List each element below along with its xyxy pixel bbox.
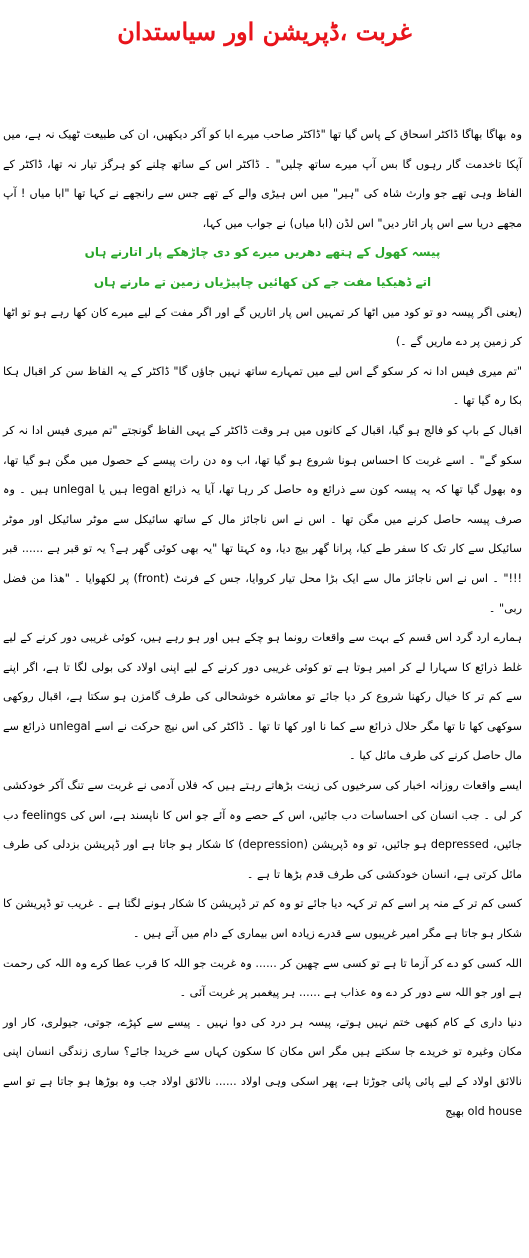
- paragraph-5: ہمارے ارد گرد اس قسم کے بہت سے واقعات رونما ہو چکے ہیں اور ہو رہے ہیں، کوئی غریبی دور کرنے کے لیے غلط ذرائع کا سہارا لے کر امیر ہوتا ہے تو کوئی غریبی دور کرنے کے لیے اپنی اولاد کی بولی لگا تا ہے، اگر اپنے سے کم تر کا خیال رکھنا شروع کر دیا جائے تو معاشرہ خوشحالی کی طرف گامزن ہو سکتا ہے، اقبال روکھی سوکھی کھا تا تھا مگر حلال ذرائع سے کما نا اور کھا تا تھا ۔ ڈاکٹر کی اس نیچ حرکت نے اسے unlegal ذرائع سے مال حاصل کرنے کی طرف مائل کیا ۔: [3, 631, 523, 763]
- paragraph-2: (یعنی اگر پیسہ دو تو کود میں اٹھا کر تمہیں اس پار اتاریں گے اور اگر مفت کے لیے میرے کان کھا رہے ہو تو اٹھا کر زمین پر دے ماریں گے ۔): [3, 305, 522, 349]
- verse-line-1: پیسہ کھول کے ہتھے دھریں میرے کو دی چاڑھکے پار اتارنے ہاں: [84, 245, 441, 260]
- paragraph-9: دنیا داری کے کام کبھی ختم نہیں ہوتے، پیسہ ہر درد کی دوا نہیں ۔ پیسے سے کپڑے، جوتی، جیولری، کار اور مکان وغیرہ تو خریدے جا سکتے ہیں مگر اس مکان کا سکون کہاں سے خریدا جائے؟ ساری زندگی انسان اپنی نالائق اولاد کے لیے پائی پائی جوڑتا ہے، پھر اسکی وہی اولاد ...... نالائق اولاد جب وہ بوڑھا ہو جاتا ہے تو اسے old house بھیج: [3, 1015, 522, 1118]
- verse-line-2: اتے ڈھیکیا مفت جے کن کھائیں چاپیڑیاں زمین تے مارنے ہاں: [93, 274, 432, 289]
- paragraph-7: کسی کم تر کے منہ پر اسے کم تر کہہ دیا جائے تو وہ کم تر ڈپریشن کا شکار ہونے لگتا ہے ۔ غریب تو ڈپریشن کا شکار ہو جاتا ہے مگر امیر غریبوں سے قدرے زیادہ اس بیماری کے دام میں آتے ہیں ۔: [3, 897, 522, 941]
- paragraph-3: "تم میری فیس ادا نہ کر سکو گے اس لیے میں تمہارے ساتھ نہیں جاؤں گا" ڈاکٹر کے یہ الفاظ سن کر اقبال ہکا بکا رہ گیا تھا ۔: [3, 364, 522, 408]
- paragraph-6: ایسے واقعات روزانہ اخبار کی سرخیوں کی زینت بڑھاتے رہتے ہیں کہ فلاں آدمی نے غربت سے تنگ آکر خودکشی کر لی ۔ جب انسان کی احساسات دب جائیں، اس کے حصے وہ آئے جو اس کا ناپسند ہے، اس کی feelings دب جائیں، depressed ہو جائیں، تو وہ ڈپریشن (depression) کا شکار ہو جاتا ہے اور ڈپریشن بزدلی کی طرف مائل کرتی ہے، انسان خودکشی کی طرف قدم بڑھا تا ہے ۔: [3, 779, 522, 881]
- article-title: غربت ،ڈپریشن اور سیاستدان: [117, 17, 412, 46]
- paragraph-8: اللہ کسی کو دے کر آزما تا ہے تو کسی سے چھین کر ...... وہ غربت جو اللہ کا قرب عطا کرے وہ اللہ کی رحمت ہے اور جو اللہ سے دور کر دے وہ عذاب ہے ...... ہر پیغمبر پر غربت آئی ۔: [3, 956, 522, 1000]
- paragraph-4: اقبال کے باپ کو فالج ہو گیا، اقبال کے کانوں میں ہر وقت ڈاکٹر کے یہی الفاظ گونجتے "تم میری فیس ادا نہ کر سکو گے" ۔ اسے غربت کا احساس ہونا شروع ہو گیا تھا، اب وہ دن رات پیسے کے حصول میں مگن ہو گیا تھا، وہ بھول گیا تھا کہ یہ پیسہ کون سے ذرائع وہ حاصل کر رہا تھا، آیا یہ ذرائع legal ہیں یا unlegal ہیں ۔ وہ صرف پیسہ حاصل کرنے میں مگن تھا ۔ اس نے اس ناجائز مال کے ساتھ سائیکل سے موٹر سائیکل اور موٹر سائیکل سے کار تک کا سفر طے کیا، پرانا گھر بیچ دیا، وہ کہتا تھا "یہ بھی کوئی گھر ہے؟ یہ تو قبر ہے ...... قبر !!!" ۔ اس نے اس ناجائز مال سے ایک بڑا محل تیار کروایا، جس کے فرنٹ (front) پر لکھوایا ۔ "ھذا من فضل ربی" ۔: [3, 423, 522, 615]
- paragraph-1: وہ بھاگا بھاگا ڈاکٹر اسحاق کے پاس گیا تھا "ڈاکٹر صاحب میرے ابا کو آکر دیکھیں، ان کی طبیعت ٹھیک نہ ہے، میں آپکا تاخدمت گار رہوں گا بس آپ میرے ساتھ چلیں" ۔ ڈاکٹر اس کے ساتھ چلنے کو ہرگز تیار نہ تھا، ڈاکٹر کے الفاظ وہی تھے جو وارث شاہ کی "ہیر" میں اس ہیڑی والے کے تھے جس سے رانجھے نے کہا تھا "ابا میاں ! آپ مجھے دریا سے اس پار اتار دیں" اس لڈن (ابا میاں) نے جواب میں کہا،: [3, 128, 522, 230]
- article-body: [3, 120, 522, 1126]
